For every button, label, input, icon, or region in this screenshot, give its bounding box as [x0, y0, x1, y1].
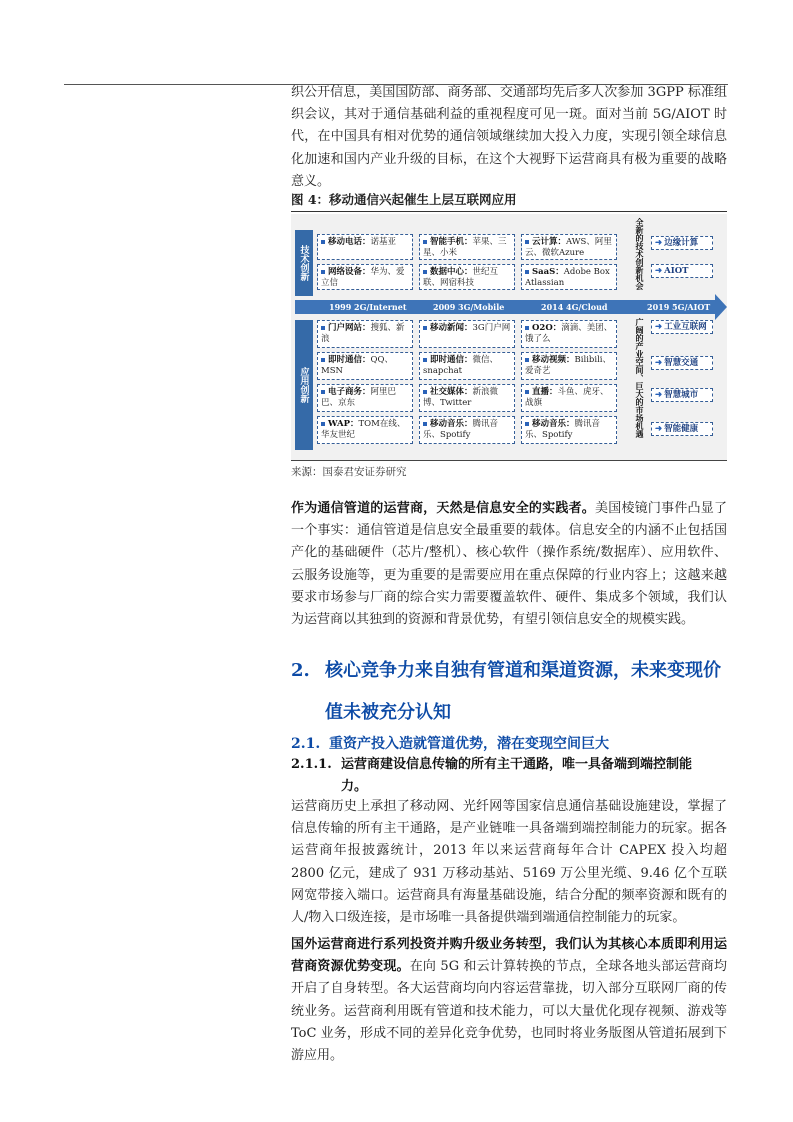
app-cell: 移动视频：Bilibili、爱奇艺 [521, 352, 617, 380]
tech-cell: 网络设备：华为、爱立信 [317, 264, 413, 290]
bullet-icon [321, 422, 325, 426]
bullet-icon [321, 240, 325, 244]
bullet-icon [423, 326, 427, 330]
arrow-icon: ➜ [655, 238, 663, 248]
bullet-icon [321, 358, 325, 362]
app-cell: 即时通信：QQ、MSN [317, 352, 413, 380]
arrow-icon: ➜ [655, 424, 663, 434]
app-cell: 即时通信：微信、snapchat [419, 352, 515, 380]
bullet-icon [525, 240, 529, 244]
bullet-icon [525, 390, 529, 394]
bullet-icon [525, 270, 529, 274]
right-item: ➜ 智慧城市 [651, 388, 713, 402]
subsubsection-heading: 2.1.1. 运营商建设信息传输的所有主干通路，唯一具备端到端控制能 力。 [291, 757, 693, 794]
right-item: ➜ 智能健康 [651, 422, 713, 436]
figure-diagram [291, 214, 727, 461]
app-cell: 移动音乐：腾讯音乐、Spotify [419, 416, 515, 444]
foreign-operators-paragraph [291, 934, 727, 1067]
right-vtext-top: 全新的技术创新机会 [635, 218, 645, 290]
backbone-paragraph: 运营商历史上承担了移动网、光纤网等国家信息通信基础设施建设，掌握了信息传输的所有主干通路，是产业链唯一具备端到端控制能力的玩家。据各运营商年报披露统计，2013 年以来运营商每年合计 CAPEX 投入均超 2800 亿元，建成了 931 万移动基站、5169 万公里光缆、9.46 亿个互联网宽带接入端口。运营商具有海量基础设施，结合分配的频率资源和既有的人/物入口级连接，是市场唯一具备提供端到端通信控制能力的玩家。 [291, 799, 727, 926]
app-cell: O2O：滴滴、美团、饿了么 [521, 320, 617, 348]
app-cell: 移动新闻：3G门户网 [419, 320, 515, 348]
bullet-icon [321, 270, 325, 274]
security-text: 美国棱镜门事件凸显了一个事实：通信管道是信息安全最重要的载体。信息安全的内涵不止包括国产化的基础硬件（芯片/整机）、核心软件（操作系统/数据库）、应用软件、云服务设施等，更为重要的是需要应用在重点保障的行业内容上；这越来越要求市场参与厂商的综合实力需要覆盖软件、硬件、集成多个领域，我们认为运营商以其独到的资源和背景优势，有望引领信息安全的规模实践。 [291, 501, 727, 628]
app-cell: 直播：斗鱼、虎牙、战旗 [521, 384, 617, 412]
section-heading-cont: 值未被充分认知 [325, 702, 451, 723]
timeline-label: 2009 3G/Mobile [433, 302, 505, 312]
app-cell: 门户网站：搜狐、新浪 [317, 320, 413, 348]
right-item: ➜ 边缘计算 [651, 236, 713, 250]
bullet-icon [525, 422, 529, 426]
intro-paragraph: 织公开信息，美国国防部、商务部、交通部均先后多人次参加 3GPP 标准组织会议，其对于通信基础利益的重视程度可见一斑。面对当前 5G/AIOT 时代，在中国具有相对优势的通信领域继续加大投入力度，实现引领全球信息化加速和国内产业升级的目标，在这个大视野下运营商具有极为重要的战略意义。 [291, 85, 727, 189]
bullet-icon [423, 390, 427, 394]
right-item: ➜ 智慧交通 [651, 356, 713, 370]
tech-cell: SaaS：Adobe Box Atlassian [521, 264, 617, 290]
arrow-icon: ➜ [655, 266, 663, 276]
bullet-icon [423, 240, 427, 244]
app-cell: 社交媒体：新浪微博、Twitter [419, 384, 515, 412]
right-item: ➜ AIOT [651, 264, 713, 278]
app-cell: 移动音乐：腾讯音乐、Spotify [521, 416, 617, 444]
timeline-label: 2014 4G/Cloud [541, 302, 608, 312]
figure-source: 来源：国泰君安证券研究 [291, 466, 407, 478]
arrow-icon: ➜ [655, 390, 663, 400]
subsection-heading: 2.1. 重资产投入造就管道优势，潜在变现空间巨大 [291, 736, 609, 752]
bullet-icon [321, 390, 325, 394]
tech-cell: 数据中心：世纪互联、网宿科技 [419, 264, 515, 290]
tech-cell: 云计算：AWS、阿里云、微软Azure [521, 234, 617, 260]
app-cell: WAP：TOM在线、华友世纪 [317, 416, 413, 444]
band-tech-innovation: 技术创新 [295, 230, 313, 296]
foreign-text: 在向 5G 和云计算转换的节点，全球各地头部运营商均开启了自身转型。各大运营商均向内容运营靠拢，切入部分互联网厂商的传统业务。运营商利用既有管道和技术能力，可以大量优化现存视频、游戏等 ToC 业务，形成不同的差异化竞争优势，也同时将业务版图从管道拓展到下游应用。 [291, 959, 727, 1064]
bullet-icon [423, 358, 427, 362]
tech-cell: 移动电话：诺基亚 [317, 234, 413, 260]
bullet-icon [321, 326, 325, 330]
arrow-icon: ➜ [655, 358, 663, 368]
figure-caption: 图 4：移动通信兴起催生上层互联网应用 [291, 190, 727, 212]
bullet-icon [525, 326, 529, 330]
bullet-icon [423, 270, 427, 274]
section-heading: 2. 核心竞争力来自独有管道和渠道资源，未来变现价 [291, 660, 721, 681]
timeline-label: 1999 2G/Internet [329, 302, 407, 312]
tech-cell: 智能手机：苹果、三星、小米 [419, 234, 515, 260]
foreign-lead: 国外运营商进行系列投资并购升级业务转型，我们认为其核心本质即利用运营商资源优势变现。 [291, 937, 727, 975]
bullet-icon [423, 422, 427, 426]
arrow-icon: ➜ [655, 322, 663, 332]
security-paragraph [291, 498, 727, 631]
security-lead: 作为通信管道的运营商，天然是信息安全的实践者。 [291, 501, 596, 516]
band-app-innovation: 应用创新 [295, 320, 313, 450]
timeline-label: 2019 5G/AIOT [647, 302, 711, 312]
app-cell: 电子商务：阿里巴巴、京东 [317, 384, 413, 412]
bullet-icon [525, 358, 529, 362]
right-item: ➜ 工业互联网 [651, 320, 713, 334]
right-vtext-bottom: 广阔的产业空间、巨大的市场机遇 [635, 318, 645, 438]
